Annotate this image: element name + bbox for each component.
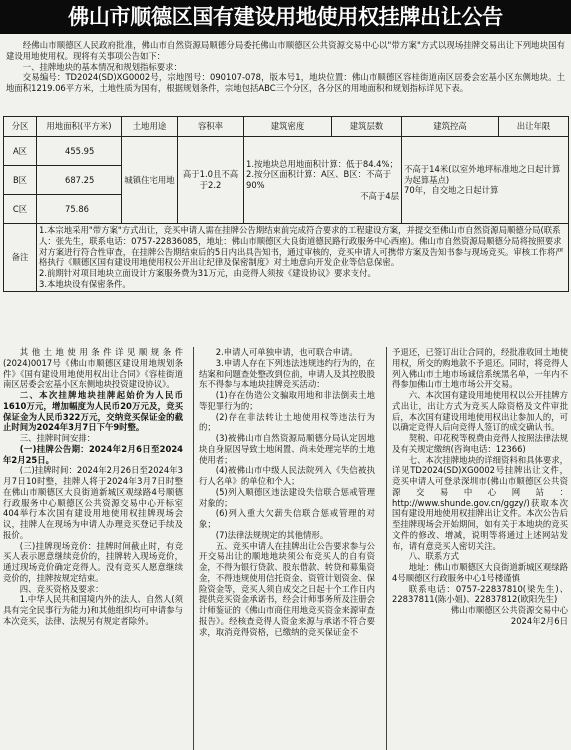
paragraph: 五、竞买申请人在挂牌出让公告要求参与公开交易出让的顺地地块须公布竞买人的自有资金，不得为银行贷款、股东借款、转贷和募集资金，不得违规使用信托资金、资管计划资金、保险资金等，竞买人须自成交之日起十个工作日内提供竞买资金承诺书，经会计师事务所及注册会计师鉴证的《佛山市商住用地竞买资金来源审查报告》。经核查竞得人资金来源与承诺不符合要求，取消竞得资格，已缴纳的竞买保证金不 xyxy=(199,540,375,637)
height-term-cell xyxy=(402,137,569,224)
paragraph: 六、本次国有建设用地使用权以公开挂牌方式出让，出让方式为竞买人除资格及文件审批后，本次国有建设用地使用权出让参加人的，可以确定竞得人后向竞得人签订的成交确认书。 xyxy=(392,390,568,433)
paragraph: (一)挂牌公告期：2024年2月6日至2024年2月25日。 xyxy=(3,443,183,465)
term-text: 70年，自交地之日起计算 xyxy=(404,185,499,196)
table-header: 容积率 xyxy=(178,117,244,137)
paragraph: (三)挂牌现场竞价：挂牌时间截止时，有竞买人表示愿意继续竞价的，挂牌转入现场竞价，通过现场竞价确定竞得人。没有竞买人愿意继续竞价的，挂牌按规定结束。 xyxy=(3,540,183,583)
footer-org: 佛山市顺德区公共资源交易中心 xyxy=(450,605,568,615)
column-3 xyxy=(386,347,568,750)
area-cell: 455.95 xyxy=(37,137,122,166)
paragraph: (3)被佛山市自然资源局顺德分局认定因地块自身原因导致土地闲置、尚未处理完毕的土地使用者； xyxy=(199,433,375,465)
body-columns xyxy=(3,347,568,750)
density-text: 1.按地块总用地面积计算：低于84.4%；2.按分区面积计算：A区、B区：不高于90% xyxy=(246,158,398,190)
table-row xyxy=(4,137,569,166)
paragraph: 其他土地使用条件详见顺规条件(2024)0017号《佛山市顺德区建设用地规划条件》《国有建设用地使用权出让合同》《容桂街道南区居委会宏基小区东侧地块投资建设协议》。 xyxy=(3,347,183,390)
paragraph: 二、本次挂牌地块挂牌起始价为人民币1610万元，增加幅度为人民币20万元及，竞买保证金为人民币322万元，交纳竞买保证金的截止时间为2024年3月7日下午9时整。 xyxy=(3,390,183,433)
paragraph: 3.申请人存在下列违法违规违约行为的，在结案和问题查处整改到位前，申请人及其控股股东不得参与本地块挂牌竞买活动： xyxy=(199,357,375,390)
paragraph: 八、联系方式 xyxy=(408,551,460,562)
intro-heading: 一、挂牌地块的基本情况和规划指标要求： xyxy=(22,61,182,72)
intro-parcel-details: 交易编号：TD2024(SD)XG0002号，宗地图号：090107-078，版本号1，地块位置：佛山市顺德区容桂街道南区居委会宏基小区东侧地块。土地面积1219.06平方米，土地性质为国有，根据规划条件，宗地包括ABC三个分区，各分区的用地面积和规划指标详见下表。 xyxy=(6,72,565,93)
intro-section xyxy=(6,40,565,94)
land-use-cell: 城镇住宅用地 xyxy=(122,137,178,224)
paragraph: 联系电话：0757-22837810(梁先生)、22837811(陈小姐)、22837812(欧阳先生) xyxy=(392,583,568,605)
paragraph: 地址：佛山市顺德区大良街道新城区观绿路4号顺德区行政服务中心1号楼谨慎 xyxy=(392,562,568,583)
table-header: 建筑控高 xyxy=(402,117,499,137)
area-cell: 75.86 xyxy=(37,195,122,224)
table-header: 用地面积(平方米) xyxy=(37,117,122,137)
far-cell: 高于1.0且不高于2.2 xyxy=(178,137,244,224)
notes-label: 备注 xyxy=(4,224,37,292)
paragraph: 七、本次挂牌地块的详细资料和具体要求，详见TD2024(SD)XG0002号挂牌出让文件，竞买申请人可登录深圳市(佛山市顺德区公共资源交易中心网站：http://www.shunde.gov.cn/ggzy/)获取本次国有建设用地使用权挂牌出让文件。本次公告后至挂牌现场会开始期间，如有关于本地块的竞买文件的修改、增减，说明等将通过上述网站发布，请有意竞买人密切关注。 xyxy=(392,454,568,551)
paragraph: 契税、印花税等税费由竞得人按照法律法规及有关规定缴纳(咨询电话：12366) xyxy=(392,433,568,454)
paragraph: (6)列入重大欠薪失信联合惩戒管理的对象； xyxy=(199,508,375,529)
note-item: 1.本宗地采用"带方案"方式出让，竞买申请人需在挂牌公告期结束前完成符合要求的工程建设方案，并提交至佛山市自然资源局顺德分局(联系人：张先生，联系电话：0757-22836085，地址：佛山市顺德区大良街道德民路行政服务中心西座)。佛山市自然资源局顺德分局将按照要求对方案进行符合性审查，在挂牌公告期结束后的5日内出具告知书，通过审核的，竞买申请人可携带方案及告知书参与现场竞买。审核工作将严格执行《顺德区国有建设用地使用权公开出让纪律及保密制度》对土地意向开发企业等信息保密。 xyxy=(39,225,564,268)
density-floors-cell xyxy=(244,137,402,224)
paragraph: (5)列入顺德区违法建设失信联合惩戒管理对象的； xyxy=(199,486,375,508)
paragraph: (4)被佛山市中级人民法院列入《失信被执行人名单》的单位和个人； xyxy=(199,465,375,486)
paragraph: 1.中华人民共和国境内外的法人、自然人(须具有完全民事行为能力)和其他组织均可申请参与本次竞买，法律、法规另有规定者除外。 xyxy=(3,594,183,626)
note-item: 2.前期针对项目地块立面设计方案服务费为31万元，由竞得人须按《建设协议》要求支付。 xyxy=(39,268,376,278)
notes-cell xyxy=(37,224,569,292)
note-item: 3.本地块设有保密条件。 xyxy=(39,278,131,289)
paragraph: 予退还，已签订出让合同的，经批准收回土地使用权，所交的购地款不予退还。同时，将竞得人列入佛山市土地市场诚信系统黑名单，一年内不得参加佛山市土地市场公开交易。 xyxy=(392,347,568,390)
paragraph: 三、挂牌时间安排： xyxy=(19,433,96,443)
paragraph: (2)存在非法转让土地使用权等违法行为的； xyxy=(199,411,375,433)
column-1 xyxy=(3,347,183,750)
paragraph: 2.申请人可单独申请，也可联合申请。 xyxy=(215,347,358,357)
paragraph: (7)法律法规规定的其他情形。 xyxy=(215,529,329,540)
page-title: 佛山市顺德区国有建设用地使用权挂牌出让公告 xyxy=(0,0,571,34)
table-header: 建筑密度 xyxy=(244,117,332,137)
paragraph: (1)存在伪造公文骗取用地和非法倒卖土地等犯罪行为的； xyxy=(199,390,375,411)
intro-paragraph: 经佛山市顺德区人民政府批准，佛山市自然资源局顺德分局委托佛山市顺德区公共资源交易中心以"带方案"方式以现场挂牌交易出让下列地块国有建设用地使用权。现将有关事项公告如下： xyxy=(6,40,565,61)
parcel-table xyxy=(3,116,569,292)
area-cell: 687.25 xyxy=(37,166,122,195)
height-text: 不高于14米(以室外地坪标准地之日起计算为起算基点) xyxy=(404,163,561,185)
column-2 xyxy=(193,347,375,750)
table-header: 出让年限 xyxy=(499,117,569,137)
paragraph: (二)挂牌时间：2024年2月26日至2024年3月7日10时整，挂牌人将于2024年3月7日时整在佛山市顺德区大良街道新城区观绿路4号顺德行政服务中心顺德区公共资源交易中心开标室404举行本次国有建设用地使用权挂牌现场会议，挂牌人在现场为申请人办理竞买登记手续及报价。 xyxy=(3,465,183,540)
table-header: 分区 xyxy=(4,117,37,137)
floors-text: 不高于4层 xyxy=(360,190,399,201)
zone-cell: A区 xyxy=(4,137,37,166)
notes-row xyxy=(4,224,569,292)
footer-date: 2024年2月6日 xyxy=(510,615,568,626)
zone-cell: C区 xyxy=(4,195,37,224)
table-header: 土地用途 xyxy=(122,117,178,137)
zone-cell: B区 xyxy=(4,166,37,195)
table-header: 建筑层数 xyxy=(332,117,402,137)
paragraph: 四、竞买资格及要求： xyxy=(19,583,104,594)
table-header-row xyxy=(4,117,569,137)
